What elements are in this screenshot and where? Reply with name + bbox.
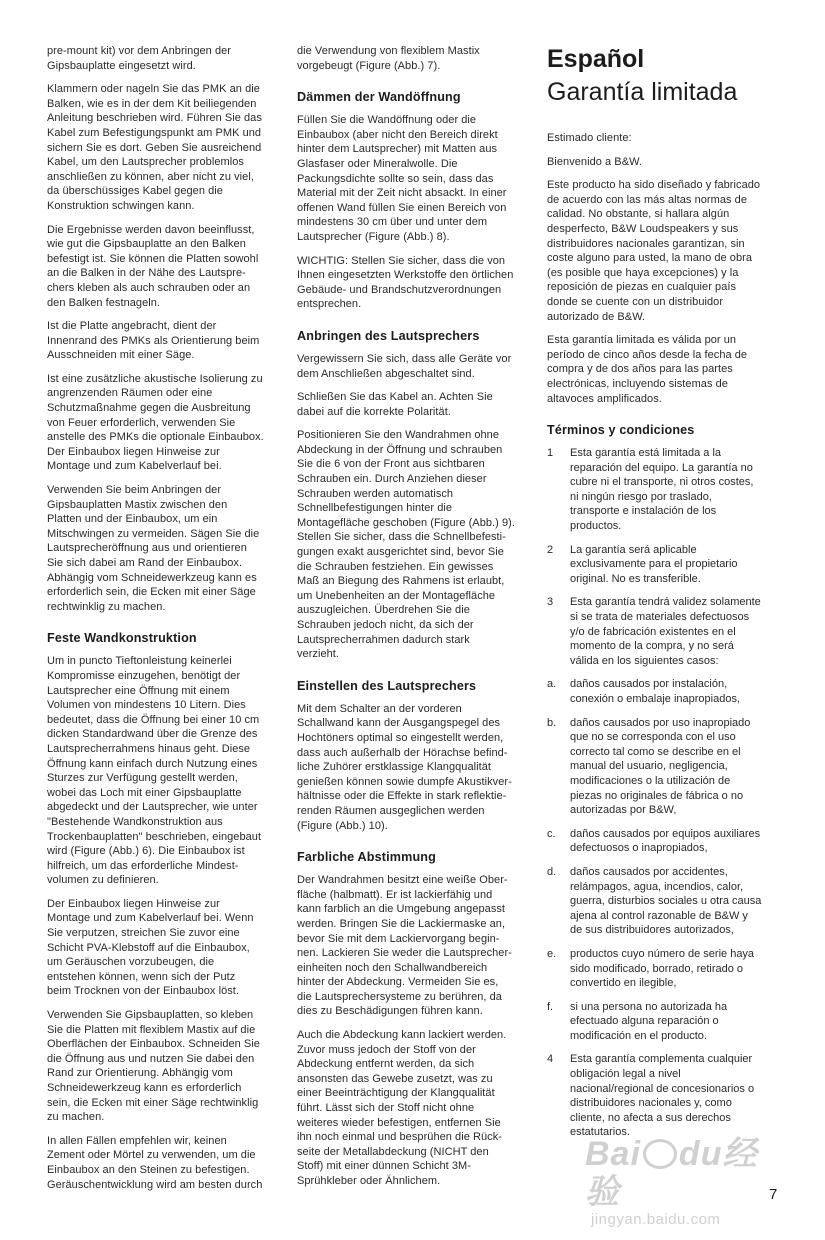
- watermark-logo: Bai du经验: [585, 1135, 758, 1211]
- list-marker: 4: [547, 1053, 554, 1066]
- paragraph: Klammern oder nageln Sie das PMK an die Balken, wie es in der dem Kit beiliegenden Anleitung beschrieben wird. Führen Sie das Kabel zum Befestigungspunkt am PMK und sichern Sie es dort. Geben Sie ausreichend Kabel, um den Lautsprecher problemlos anschließen zu können, aber nicht zu viel, da überschüssiges Kabel gegen die Konstruktion schwingen kann.: [47, 83, 262, 212]
- paragraph: Die Ergebnisse werden davon beeinflusst, wie gut die Gipsbauplatte an den Balken befestigt ist. Sie können die Platten sowohl an die Balken in der Nähe des Lautspre- chers kleben als auch schrauben oder an den Balken festnageln.: [47, 223, 259, 309]
- list-item: [547, 446, 779, 534]
- list-item-text: daños causados por instalación, conexión o embalaje inapropiados,: [570, 678, 741, 705]
- list-item-text: si una persona no autorizada ha efectuado alguna reparación o modificación en el producto.: [570, 1000, 728, 1042]
- list-marker: 1: [547, 447, 554, 460]
- paragraph: Esta garantía limitada es válida por un período de cinco años desde la fecha de compra y de dos años para las partes electrónicas, incluyendo sistemas de altavoces amplificados.: [547, 334, 748, 405]
- paragraph: Der Einbaubox liegen Hinweise zur Montage und zum Kabelverlauf bei. Wenn Sie verputzen, streichen Sie zuvor eine Schicht PVA-Klebstoff auf die Einbaubox, um Geräuschen vorzubeugen, die entstehen können, wenn sich der Putz beim Trocknen von der Einbaubox löst.: [47, 897, 254, 998]
- column-right: [547, 44, 779, 1149]
- page-title: Garantía limitada: [547, 78, 738, 106]
- list-item: [547, 716, 779, 818]
- list-marker: 2: [547, 543, 554, 556]
- section-heading-farbliche-abstimmung: Farbliche Abstimmung: [297, 850, 436, 865]
- list-marker: e.: [547, 947, 557, 960]
- section-heading-feste-wandkonstruktion: Feste Wandkonstruktion: [47, 631, 197, 646]
- paragraph: In allen Fällen empfehlen wir, keinen Zement oder Mörtel zu verwenden, um die Einbaubox an den Steinen zu befestigen. Geräuschentwicklung wird am besten durch: [47, 1134, 263, 1191]
- list-item-text: Esta garantía está limitada a la reparación del equipo. La garantía no cubre ni el transporte, ni otros costes, ni ningún riesgo por traslado, transporte e instalación de los productos.: [570, 447, 754, 533]
- list-marker: 3: [547, 596, 554, 609]
- list-item: [547, 677, 779, 706]
- list-marker: c.: [547, 827, 556, 840]
- list-item-text: daños causados por equipos auxiliares defectuosos o inapropiados,: [570, 827, 761, 855]
- language-heading: Español: [547, 45, 645, 73]
- list-item-text: La garantía será aplicable exclusivamente para el propietario original. No es transferible.: [570, 543, 738, 585]
- section-heading-einstellen: Einstellen des Lautsprechers: [297, 678, 477, 693]
- paragraph: Vergewissern Sie sich, dass alle Geräte vor dem Anschließen abgeschaltet sind.: [297, 352, 512, 380]
- list-marker: f.: [547, 1000, 554, 1013]
- watermark-site: jingyan.baidu.com: [591, 1211, 721, 1228]
- list-item: [547, 827, 779, 856]
- list-item-text: productos cuyo número de serie haya sido modificado, borrado, retirado o convertido en ilegible,: [570, 947, 755, 990]
- paragraph: Verwenden Sie Gipsbauplatten, so kleben Sie die Platten mit flexiblem Mastix auf die Oberflächen der Einbaubox. Schneiden Sie die Öffnung aus und nutzen Sie dabei den Rand zur Orientierung. Abhängig vom Schneidewerkzeug kann es erforderlich sein, die Ecken mit einer Säge rechtwinklig zu machen.: [47, 1009, 260, 1124]
- paragraph: Füllen Sie die Wandöffnung oder die Einbaubox (aber nicht den Bereich direkt hinter dem Lautsprecher) mit Matten aus Glasfaser oder Mineralwolle. Die Packungsdichte sollte so sein, dass das Material mit der Zeit nicht absackt. In einer offenen Wand füllen Sie einen Bereich von mindestens 30 cm über und unter dem Lautsprecher (Figure (Abb.) 8).: [297, 114, 507, 243]
- list-item-text: Esta garantía tendrá validez solamente si se trata de materiales defectuosos y/o de fabricación existentes en el momento de la compra, y no será válida en los siguientes casos:: [570, 596, 761, 667]
- page-number: 7: [769, 1186, 778, 1203]
- list-item-text: daños causados por uso inapropiado que no se corresponda con el uso correcto tal como se describe en el manual del usuario, negligencia, modificaciones o la utilización de piezas no originales de fábrica o no autorizadas por B&W,: [570, 716, 751, 817]
- paragraph: Estimado cliente:: [547, 132, 632, 144]
- list-item: [547, 543, 779, 587]
- column-left: [47, 44, 279, 1201]
- paragraph: Ist eine zusätzliche akustische Isolierung zu angrenzenden Räumen oder eine Schutzmaßnahme gegen die Ausbreitung von Feuer erforderlich, verwenden Sie anstelle des PMKs die optionale Einbaubox. Der Einbaubox liegen Hinweise zur Montage und zum Kabelverlauf bei.: [47, 372, 264, 473]
- paragraph: pre-mount kit) vor dem Anbringen der Gipsbauplatte eingesetzt wird.: [47, 45, 231, 72]
- list-item: [547, 1052, 779, 1140]
- paragraph: Verwenden Sie beim Anbringen der Gipsbauplatten Mastix zwischen den Platten und der Einbaubox, um ein Mitschwingen zu vermeiden. Sägen Sie die Lautsprecheröffnung aus und orientieren Sie sich dabei am Rand der Einbaubox. Abhängig vom Schneidewerkzeug kann es erforderlich sein, die Ecken mit einer Säge rechtwinklig zu machen.: [47, 484, 260, 613]
- paragraph: WICHTIG: Stellen Sie sicher, dass die von Ihnen eingesetzten Werkstoffe den örtlichen Gebäude- und Brandschutzverordnungen entsprechen.: [297, 254, 514, 311]
- list-item: [547, 947, 779, 991]
- paragraph: Bienvenido a B&W.: [547, 155, 643, 168]
- terms-list: [547, 446, 779, 1140]
- paw-icon: [643, 1139, 677, 1169]
- paragraph: Este producto ha sido diseñado y fabricado de acuerdo con las más altas normas de calidad. No obstante, si hallara algún desperfecto, B&W Loudspeakers y sus distribuidores nacionales garantizan, sin coste alguno para usted, la mano de obra (es posible que haya excepciones) y la reposición de piezas en cualquier país donde se cuente con un distribuidor autorizado de B&W.: [547, 179, 761, 323]
- list-item-text: daños causados por accidentes, relámpagos, agua, incendios, calor, guerra, disturbios sociales u otra causa ajena al control razonable de B&W y de sus distribuidores autorizados,: [570, 865, 762, 937]
- paragraph: Mit dem Schalter an der vorderen Schallwand kann der Ausgangspegel des Hochtöners optimal so eingestellt werden, dass auch außerhalb der Hörachse befind- liche Zuhörer erstklassige Klangqualität genießen können sowie dumpfe Akustikver- hältnisse oder die Effekte in stark reflektie- renden Räumen ausgeglichen werden (Figure (Abb.) 10).: [297, 702, 512, 832]
- list-marker: d.: [547, 865, 557, 878]
- paragraph: Schließen Sie das Kabel an. Achten Sie dabei auf die korrekte Polarität.: [297, 391, 493, 418]
- paragraph: Um in puncto Tieftonleistung keinerlei Kompromisse einzugehen, benötigt der Lautsprecher eine Öffnung mit einem Volumen von mindestens 10 Litern. Dies bedeutet, dass die Öffnung bei einer 10 cm dicken Standardwand über die Grenze des Lautsprecherrahmens hinaus geht. Diese Öffnung kann einfach durch Nutzung eines Sturzes zur Verfügung gestellt werden, wobei das Loch mit einer Gipsbauplatte abgedeckt und der Lautsprecher, wie unter "Bestehende Wandkonstruktion aus Trockenbauplatten" beschrieben, eingebaut wird (Figure (Abb.) 6). Die Einbaubox ist hilfreich, um das erforderliche Mindest- volumen zu definieren.: [47, 655, 262, 887]
- section-heading-terminos: Términos y condiciones: [547, 423, 695, 438]
- paragraph: Auch die Abdeckung kann lackiert werden. Zuvor muss jedoch der Stoff von der Abdeckung entfernt werden, da sich ansonsten das Gewebe zusetzt, was zu einer Beeinträchtigung der Klangqualität führt. Lässt sich der Stoff nicht ohne weiteres wieder befestigen, entfernen Sie ihn noch einmal und besprühen die Rück- seite der Metallabdeckung (NICHT den Stoff) mit einer dünnen Schicht 3M- Sprühkleber oder Ähnlichem.: [297, 1029, 507, 1187]
- paragraph: Ist die Platte angebracht, dient der Innenrand des PMKs als Orientierung beim Ausschneiden mit einer Säge.: [47, 320, 260, 362]
- list-item: [547, 595, 779, 668]
- list-item: [547, 1000, 779, 1044]
- list-marker: a.: [547, 678, 557, 691]
- list-item: [547, 865, 779, 938]
- paragraph: Der Wandrahmen besitzt eine weiße Ober- fläche (halbmatt). Er ist lackierfähig und kann farblich an die Umgebung angepasst werden. Bringen Sie die Lackiermaske an, bevor Sie mit dem Lackiervorgang begin- nen. Lackieren Sie weder die Lautsprecher- einheiten noch den Schallwandbereich hinter der Abdeckung. Vermeiden Sie es, die Lautsprechersysteme zu berühren, da dies zu Beschädigungen führen kann.: [297, 874, 512, 1018]
- column-middle: [297, 44, 529, 1198]
- list-marker: b.: [547, 716, 557, 729]
- section-heading-daemmen: Dämmen der Wandöffnung: [297, 90, 461, 105]
- baidu-watermark: [585, 1135, 785, 1228]
- section-heading-anbringen: Anbringen des Lautsprechers: [297, 328, 480, 343]
- list-item-text: Esta garantía complementa cualquier obligación legal a nivel nacional/regional de concesionarios o distribuidores nacionales y, como cliente, no afecta a sus derechos estatutarios.: [570, 1053, 755, 1139]
- paragraph: die Verwendung von flexiblem Mastix vorgebeugt (Figure (Abb.) 7).: [297, 45, 480, 72]
- paragraph: Positionieren Sie den Wandrahmen ohne Abdeckung in der Öffnung und schrauben Sie die 6 von der Front aus sichtbaren Schrauben ein. Durch Anziehen dieser Schrauben werden automatisch Schnellbefestigungen hinter die Montagefläche geschoben (Figure (Abb.) 9). Stellen Sie sicher, dass die Schnellbefesti- gungen exakt ausgerichtet sind, bevor Sie die Schrauben festziehen. Ein gewisses Maß an Biegung des Rahmens ist erlaubt, um Unebenheiten an der Montagefläche auszugleichen. Überdrehen Sie die Schrauben jedoch nicht, da sich der Lautsprecherrahmen dadurch stark verzieht.: [297, 429, 515, 661]
